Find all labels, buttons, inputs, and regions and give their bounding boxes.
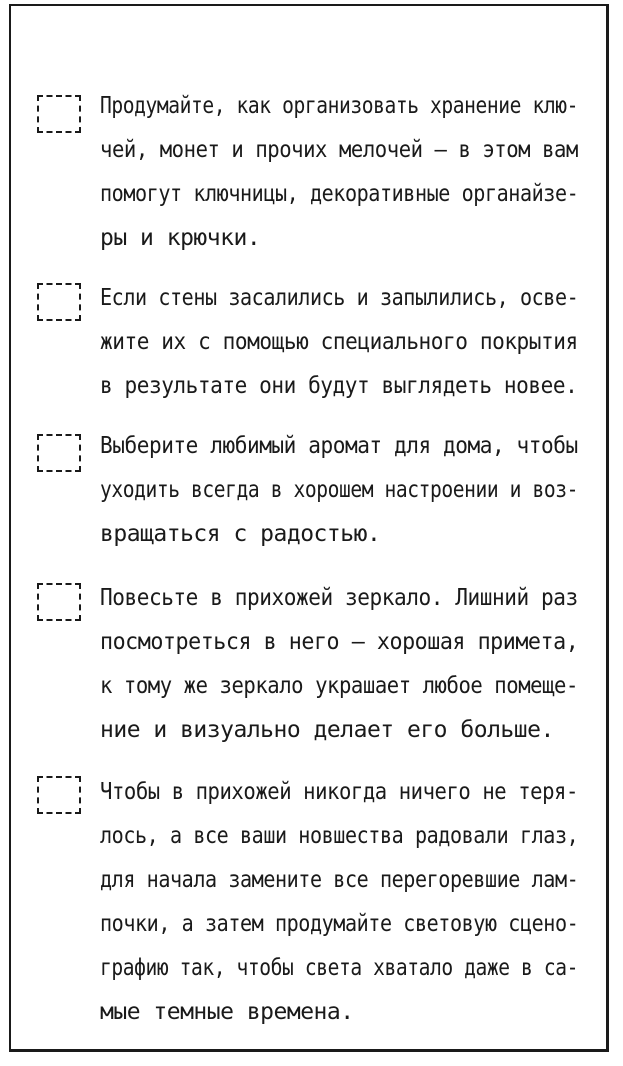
checklist-card xyxy=(9,4,609,1052)
checkbox[interactable] xyxy=(37,434,81,472)
text-line: к тому же зеркало украшает любое помеще- xyxy=(100,673,578,699)
item-text xyxy=(100,424,578,556)
text-line: Чтобы в прихожей никогда ничего не теря- xyxy=(100,779,578,805)
item-text xyxy=(100,276,578,408)
text-line: чей, монет и прочих мелочей — в этом вам xyxy=(100,137,578,163)
text-line: Продумайте, как организовать хранение клю- xyxy=(100,93,578,119)
checkbox[interactable] xyxy=(37,95,81,133)
checkbox[interactable] xyxy=(37,776,81,814)
text-line: жите их с помощью специального покрытия xyxy=(100,329,578,355)
text-line: помогут ключницы, декоративные органайзе- xyxy=(100,181,579,207)
checkbox[interactable] xyxy=(37,283,81,321)
text-line: вращаться с радостью. xyxy=(100,521,381,547)
text-line: ние и визуально делает его больше. xyxy=(100,717,554,743)
text-line: уходить всегда в хорошем настроении и воз- xyxy=(100,477,578,503)
text-line: лось, а все ваши новшества радовали глаз, xyxy=(100,823,579,849)
text-line: посмотреться в него — хорошая примета, xyxy=(100,629,579,655)
item-text xyxy=(100,770,578,1034)
text-line: в результате они будут выглядеть новее. xyxy=(100,373,578,399)
item-text xyxy=(100,576,578,752)
text-line: графию так, чтобы света хватало даже в са- xyxy=(100,955,578,981)
text-line: Повесьте в прихожей зеркало. Лишний раз xyxy=(100,585,578,611)
text-line: ры и крючки. xyxy=(100,225,261,251)
text-line: мые темные времена. xyxy=(100,999,354,1025)
checkbox[interactable] xyxy=(37,583,81,621)
text-line: почки, а затем продумайте световую сцено- xyxy=(100,911,579,937)
text-line: для начала замените все перегоревшие лам- xyxy=(100,867,579,893)
text-line: Если стены засалились и запылились, осве- xyxy=(100,285,579,311)
item-text xyxy=(100,84,578,260)
text-line: Выберите любимый аромат для дома, чтобы xyxy=(100,433,578,459)
